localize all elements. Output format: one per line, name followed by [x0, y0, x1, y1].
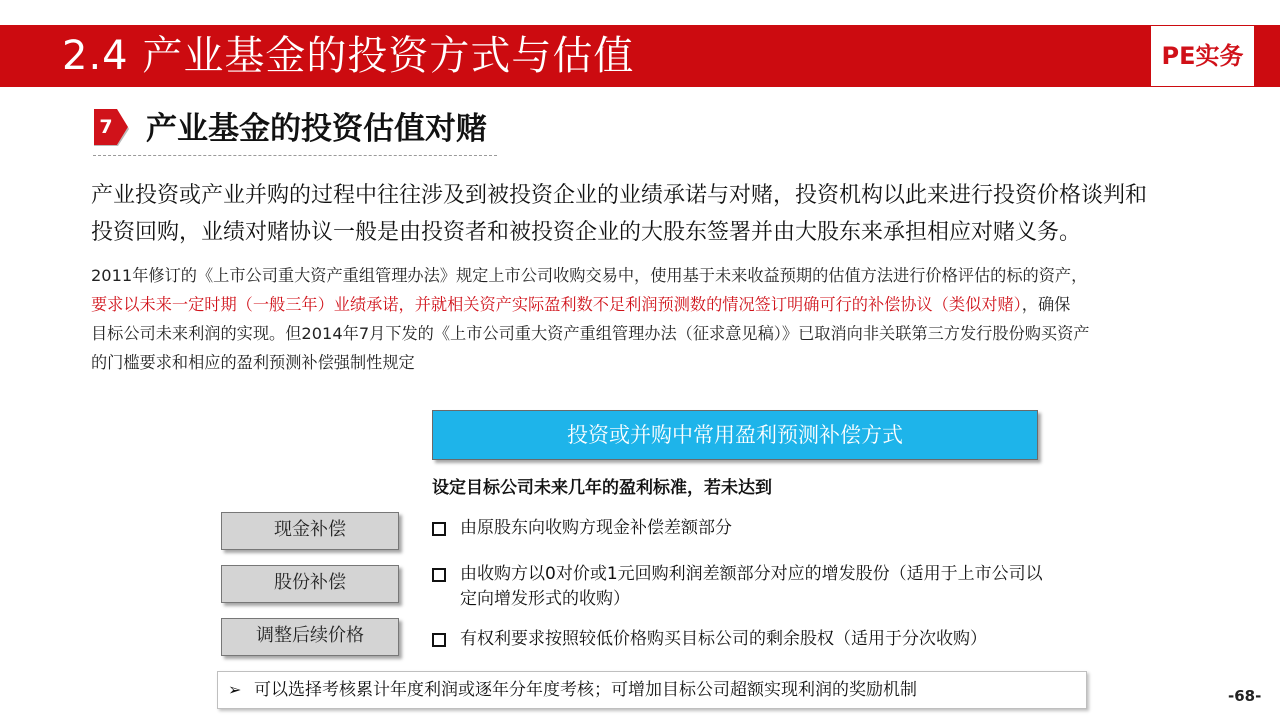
- detail-line: 2011年修订的《上市公司重大资产重组管理办法》规定上市公司收购交易中，使用基于未来收益预期的估值方法进行价格评估的标的资产，: [91, 266, 1088, 285]
- detail-line-tail: ，确保: [1021, 295, 1071, 314]
- detail-line: [91, 290, 1251, 319]
- detail-paragraph: [91, 261, 1251, 377]
- section-divider: [93, 155, 497, 156]
- page-title: 2.4 产业基金的投资方式与估值: [62, 33, 635, 79]
- note-text: 可以选择考核累计年度利润或逐年分年度考核；可增加目标公司超额实现利润的奖励机制: [254, 680, 917, 700]
- method-box-shares: 股份补偿: [221, 565, 399, 603]
- detail-line: 的门槛要求和相应的盈利预测补偿强制性规定: [91, 353, 415, 372]
- method-box-cash: 现金补偿: [221, 512, 399, 550]
- logo: [1151, 26, 1254, 86]
- note-box: [217, 671, 1087, 709]
- checkbox-bullet-icon: [432, 568, 446, 582]
- section-title: 产业基金的投资估值对赌: [146, 111, 487, 147]
- method-description-text: 有权利要求按照较低价格购买目标公司的剩余股权（适用于分次收购）: [460, 629, 987, 649]
- lead-paragraph: [91, 177, 1251, 251]
- arrow-bullet-icon: ➢: [228, 680, 242, 699]
- compensation-methods-banner: 投资或并购中常用盈利预测补偿方式: [432, 410, 1038, 460]
- section-number: 7: [99, 116, 113, 138]
- lead-line: 产业投资或产业并购的过程中往往涉及到被投资企业的业绩承诺与对赌，投资机构以此来进行投资价格谈判和: [91, 183, 1148, 208]
- condition-text: 设定目标公司未来几年的盈利标准，若未达到: [432, 478, 772, 498]
- lead-line: 投资回购，业绩对赌协议一般是由投资者和被投资企业的大股东签署并由大股东来承担相应对赌义务。: [91, 220, 1082, 245]
- page-number: -68-: [1228, 687, 1262, 705]
- title-bar: [0, 25, 1280, 87]
- logo-text: PE实务: [1161, 42, 1244, 70]
- detail-line: 目标公司未来利润的实现。但2014年7月下发的《上市公司重大资产重组管理办法（征求意见稿）》已取消向非关联第三方发行股份购买资产: [91, 324, 1090, 343]
- method-description-text: 由原股东向收购方现金补偿差额部分: [460, 518, 732, 538]
- checkbox-bullet-icon: [432, 522, 446, 536]
- method-box-price-adjust: 调整后续价格: [221, 618, 399, 656]
- method-description-text: 由收购方以0对价或1元回购利润差额部分对应的增发股份（适用于上市公司以定向增发形式的收购）: [460, 564, 1043, 609]
- checkbox-bullet-icon: [432, 633, 446, 647]
- section-badge: [93, 108, 129, 146]
- detail-highlight: 要求以未来一定时期（一般三年）业绩承诺，并就相关资产实际盈利数不足利润预测数的情况签订明确可行的补偿协议（类似对赌）: [91, 295, 1022, 314]
